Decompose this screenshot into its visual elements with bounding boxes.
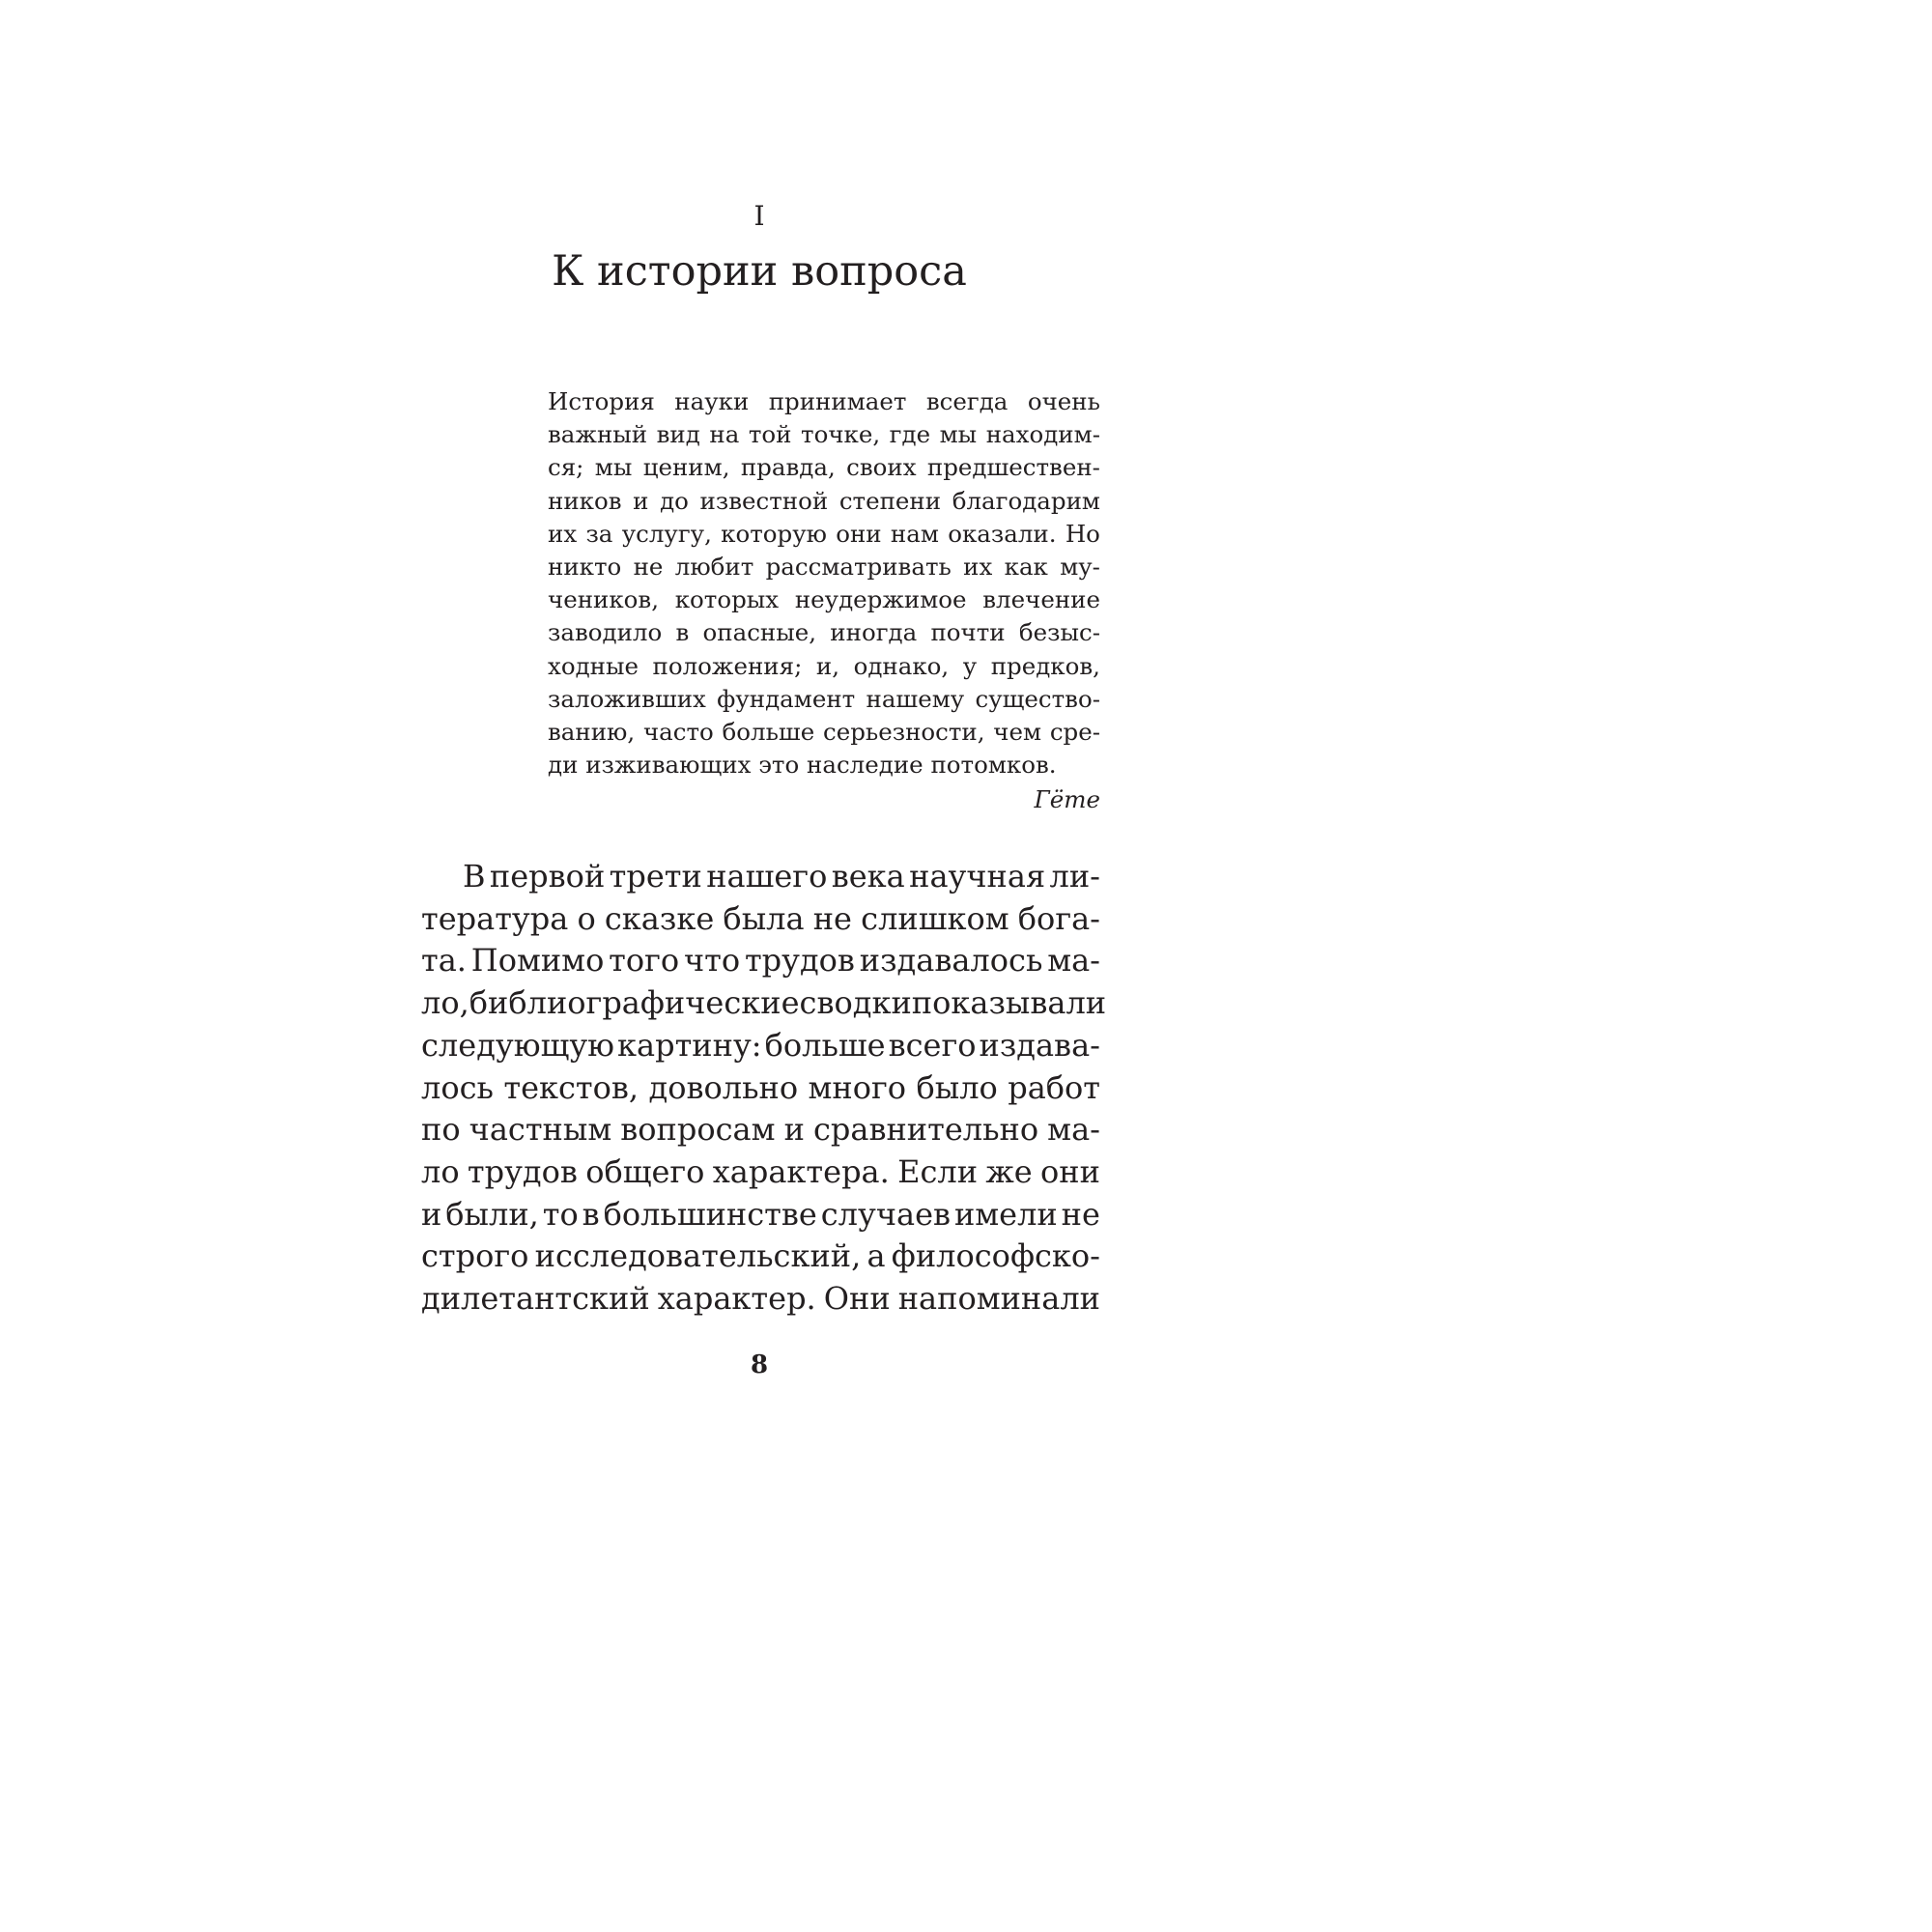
word: Если — [897, 1152, 979, 1190]
word: было — [916, 1068, 998, 1106]
word: о — [577, 899, 596, 937]
word: предков, — [990, 651, 1100, 680]
epigraph-line — [548, 683, 1100, 716]
word: оказали. — [948, 519, 1057, 548]
word: показывали — [911, 984, 1107, 1022]
word: их — [548, 519, 578, 548]
word: принимает — [768, 387, 907, 415]
word: напоминали — [897, 1280, 1100, 1318]
word: находим- — [985, 420, 1100, 449]
body-line — [421, 1025, 1100, 1067]
body-text — [421, 856, 1107, 1321]
word: всегда — [925, 387, 1009, 415]
word: ся; — [548, 453, 584, 482]
word: иногда — [830, 618, 918, 647]
word: довольно — [648, 1068, 799, 1106]
epigraph-line — [548, 385, 1100, 418]
word: заводило — [548, 618, 663, 647]
word: очень — [1027, 387, 1100, 415]
word: работ — [1008, 1068, 1100, 1106]
body-line — [421, 940, 1100, 982]
word: лось — [421, 1068, 494, 1106]
word: же — [985, 1152, 1033, 1190]
word: были, — [445, 1195, 539, 1233]
word: науки — [674, 387, 750, 415]
word: му- — [1060, 553, 1100, 582]
word: Они — [823, 1280, 891, 1318]
word: серьезности, — [822, 718, 985, 747]
word: та. — [421, 942, 467, 980]
word: фундамент — [717, 684, 856, 713]
word: была — [723, 899, 805, 937]
word: опасные, — [702, 618, 817, 647]
word: Помимо — [470, 942, 605, 980]
word: частным — [469, 1111, 612, 1149]
word: которую — [721, 519, 827, 548]
word: благодарим — [952, 486, 1100, 515]
word: дилетантский — [421, 1280, 650, 1318]
body-line — [421, 1109, 1100, 1151]
word: до — [660, 486, 689, 515]
epigraph-line — [548, 583, 1100, 616]
word: исследовательский, — [534, 1237, 862, 1275]
word: сравнительно — [812, 1111, 1039, 1149]
word: сказке — [604, 899, 715, 937]
epigraph-line — [548, 716, 1100, 749]
word: за — [585, 519, 613, 548]
word: безыс- — [1018, 618, 1100, 647]
word: у — [962, 651, 978, 680]
word: общего — [585, 1152, 705, 1190]
word: мы — [939, 420, 978, 449]
word: ванию, — [548, 718, 636, 747]
word: издавалось — [859, 942, 1043, 980]
word: вопросам — [620, 1111, 776, 1149]
word: В — [463, 858, 486, 895]
word: первой — [489, 858, 606, 895]
word: следующую — [421, 1026, 615, 1064]
word: своих — [846, 453, 917, 482]
word: чем — [993, 718, 1042, 747]
word: они — [1040, 1152, 1100, 1190]
word: больше — [722, 718, 815, 747]
epigraph-line — [548, 650, 1100, 683]
word: предшествен- — [926, 453, 1100, 482]
word: по — [421, 1111, 461, 1149]
word: заложивших — [548, 684, 706, 713]
word: бога- — [1017, 899, 1100, 937]
word: часто — [642, 718, 714, 747]
word: услугу, — [621, 519, 712, 548]
word: История — [548, 387, 655, 415]
word: где — [889, 420, 931, 449]
epigraph-line — [548, 485, 1100, 518]
word: существо- — [975, 684, 1100, 713]
word: слишком — [861, 899, 1009, 937]
word: неудержимое — [794, 585, 967, 614]
word: на — [709, 420, 740, 449]
word: ло — [421, 1152, 460, 1190]
body-line — [421, 1236, 1100, 1278]
body-line — [421, 1151, 1100, 1194]
word: чеников, — [548, 585, 659, 614]
word: они — [836, 519, 882, 548]
word: картину: — [617, 1026, 762, 1064]
word: ходные — [548, 651, 639, 680]
epigraph-line — [548, 418, 1100, 451]
word: и — [783, 1111, 805, 1149]
chapter-title: К истории вопроса — [552, 247, 967, 296]
word: не — [1061, 1195, 1100, 1233]
word: случаев — [820, 1195, 952, 1233]
word: в — [582, 1195, 600, 1233]
word: трети — [609, 858, 702, 895]
word: рассматривать — [765, 553, 952, 582]
chapter-number: I — [753, 200, 765, 232]
word: а — [867, 1237, 886, 1275]
page-number: 8 — [750, 1350, 769, 1379]
word: любит — [674, 553, 754, 582]
epigraph-line — [548, 616, 1100, 649]
word: большинстве — [603, 1195, 817, 1233]
word: текстов, — [503, 1068, 639, 1106]
word: влечение — [982, 585, 1100, 614]
word: библиографические — [469, 984, 800, 1022]
word: степени — [838, 486, 942, 515]
word: что — [683, 942, 741, 980]
word: сводки — [799, 984, 912, 1022]
word: ма- — [1047, 1111, 1100, 1149]
word: однако, — [853, 651, 950, 680]
word: ли- — [1049, 858, 1100, 895]
word: не — [633, 553, 664, 582]
word: и — [633, 486, 649, 515]
word: нам — [890, 519, 939, 548]
word: нашему — [866, 684, 965, 713]
word: нашего — [706, 858, 828, 895]
epigraph-line — [548, 518, 1100, 551]
word: сре- — [1049, 718, 1100, 747]
word: ма- — [1047, 942, 1100, 980]
word: философско- — [891, 1237, 1100, 1275]
epigraph — [548, 385, 1100, 781]
word: тература — [421, 899, 569, 937]
word: характер. — [657, 1280, 816, 1318]
word: той — [748, 420, 792, 449]
word: ло, — [421, 984, 469, 1022]
word: того — [609, 942, 680, 980]
body-line — [421, 1194, 1100, 1236]
word: их — [963, 553, 993, 582]
word: строго — [421, 1237, 529, 1275]
word: мы — [594, 453, 633, 482]
epigraph-author: Гёте — [1034, 785, 1100, 813]
word: никто — [548, 553, 622, 582]
word: и, — [815, 651, 840, 680]
body-line — [421, 856, 1100, 898]
word: положения; — [652, 651, 803, 680]
epigraph-line: ди изживающих это наследие потомков. — [548, 751, 1057, 780]
word: в — [675, 618, 690, 647]
word: всего — [888, 1026, 977, 1064]
word: научная — [909, 858, 1046, 895]
word: века — [831, 858, 905, 895]
epigraph-line — [548, 451, 1100, 484]
body-line — [421, 1278, 1100, 1321]
word: издава- — [979, 1026, 1100, 1064]
word: трудов — [744, 942, 855, 980]
word: ников — [548, 486, 622, 515]
word: важный — [548, 420, 648, 449]
word: имели — [953, 1195, 1058, 1233]
word: ценим, — [642, 453, 730, 482]
word: правда, — [740, 453, 836, 482]
word: и — [421, 1195, 442, 1233]
word: которых — [674, 585, 780, 614]
word: много — [808, 1068, 907, 1106]
word: больше — [764, 1026, 886, 1064]
body-line — [421, 1067, 1100, 1110]
word: как — [1004, 553, 1048, 582]
word: то — [542, 1195, 579, 1233]
body-line — [421, 982, 1107, 1025]
body-line — [421, 898, 1100, 941]
word: характера. — [712, 1152, 890, 1190]
word: почти — [930, 618, 1006, 647]
word: точке, — [801, 420, 881, 449]
word: не — [812, 899, 852, 937]
epigraph-line — [548, 551, 1100, 583]
word: трудов — [467, 1152, 578, 1190]
word: известной — [699, 486, 829, 515]
word: вид — [656, 420, 700, 449]
word: Но — [1065, 519, 1100, 548]
